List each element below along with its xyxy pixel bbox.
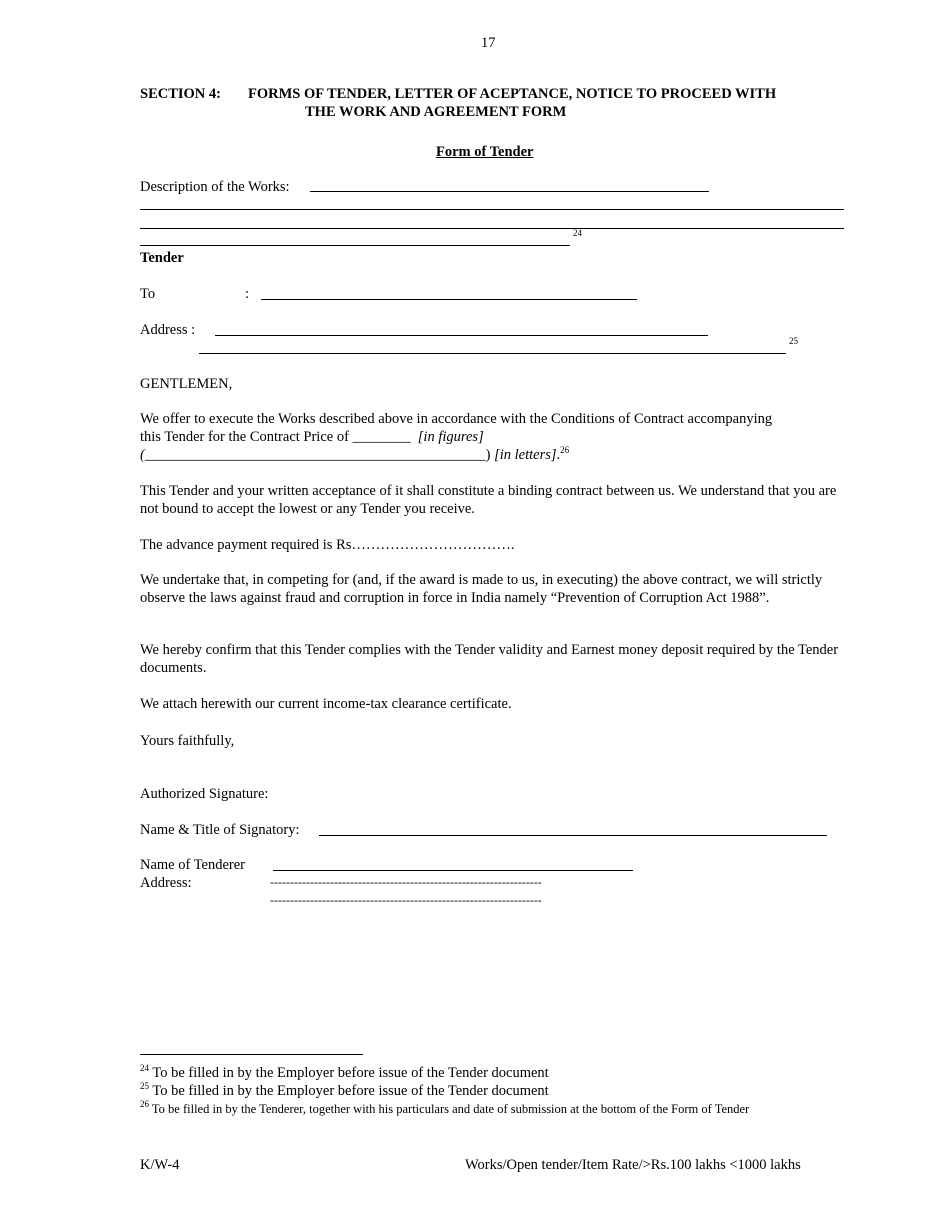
- address-blank-1: [215, 335, 708, 336]
- to-colon: :: [245, 286, 250, 302]
- address-label: Address :: [140, 322, 196, 338]
- advance-payment: The advance payment required is Rs…………………………….: [140, 537, 515, 553]
- footnote-24-text: To be filled in by the Employer before issue of the Tender document: [152, 1065, 549, 1081]
- footnote-separator: [140, 1054, 363, 1055]
- offer-line-3: [140, 446, 569, 465]
- binding-paragraph: This Tender and your written acceptance of it shall constitute a binding contract between us. We understand that you are not bound to accept the lowest or any Tender you receive.: [140, 483, 837, 517]
- description-blank-1: [310, 191, 709, 192]
- open-paren: (: [140, 447, 145, 463]
- closing: Yours faithfully,: [140, 733, 235, 749]
- undertake-paragraph: We undertake that, in competing for (and, if the award is made to us, in executing) the above contract, we will strictly observe the laws against fraud and corruption in force in India namely “Prevention of Corruption Act 1988”.: [140, 572, 823, 606]
- tenderer-address-label: Address:: [140, 875, 192, 891]
- in-letters-blank: _______________________________________________: [144, 447, 486, 463]
- authorized-signature-label: Authorized Signature:: [140, 786, 269, 802]
- offer-line-1: We offer to execute the Works described above in accordance with the Conditions of Contract accompanying: [140, 411, 773, 427]
- confirm-paragraph: We hereby confirm that this Tender complies with the Tender validity and Earnest money deposit required by the Tender documents.: [140, 642, 839, 676]
- address-blank-2: [199, 353, 786, 354]
- description-blank-2: [140, 209, 844, 210]
- description-blank-3: [140, 228, 844, 229]
- form-title: Form of Tender: [436, 144, 534, 160]
- section-title-line2: THE WORK AND AGREEMENT FORM: [305, 104, 567, 120]
- tenderer-address-dashes-1: --------------------------------------------------------------------: [270, 875, 542, 889]
- name-title-signatory-label: Name & Title of Signatory:: [140, 822, 300, 838]
- section-title-line1: FORMS OF TENDER, LETTER OF ACEPTANCE, NOTICE TO PROCEED WITH: [248, 86, 777, 102]
- in-letters-label: [in letters]: [494, 447, 557, 463]
- tenderer-name-blank: [273, 870, 633, 871]
- footnote-ref-26: 26: [560, 445, 570, 455]
- footnote-26-number: 26: [140, 1099, 149, 1109]
- close-paren: ): [485, 447, 491, 463]
- footnote-ref-24: 24: [573, 228, 582, 238]
- in-figures-label: [in figures]: [417, 429, 484, 445]
- description-label: Description of the Works:: [140, 179, 290, 195]
- footnote-26: [140, 1100, 749, 1119]
- description-blank-4: [140, 245, 570, 246]
- offer-line-2: [140, 428, 484, 446]
- to-label: To: [140, 286, 156, 302]
- attach-statement: We attach herewith our current income-tax clearance certificate.: [140, 696, 512, 712]
- footnote-24: [140, 1064, 549, 1083]
- footnote-ref-25: 25: [789, 336, 798, 346]
- footer-right: Works/Open tender/Item Rate/>Rs.100 lakhs <1000 lakhs: [465, 1157, 801, 1173]
- offer-price-text: this Tender for the Contract Price of ________: [140, 429, 411, 445]
- footnote-24-number: 24: [140, 1063, 149, 1073]
- footnote-25-number: 25: [140, 1081, 149, 1091]
- tenderer-address-dashes-2: --------------------------------------------------------------------: [270, 893, 542, 907]
- section-label: SECTION 4:: [140, 86, 221, 102]
- tender-heading: Tender: [140, 250, 184, 266]
- footnote-25-text: To be filled in by the Employer before issue of the Tender document: [152, 1083, 549, 1099]
- tenderer-name-label: Name of Tenderer: [140, 857, 245, 873]
- footnote-26-text: To be filled in by the Tenderer, together with his particulars and date of submission at the bottom of the Form of Tender: [151, 1102, 750, 1116]
- to-blank: [261, 299, 637, 300]
- page-number: 17: [481, 35, 496, 51]
- footer-left: K/W-4: [140, 1157, 180, 1173]
- salutation: GENTLEMEN,: [140, 376, 233, 392]
- footnote-25: [140, 1082, 549, 1101]
- offer-period: .: [556, 447, 561, 463]
- signatory-blank: [319, 835, 827, 836]
